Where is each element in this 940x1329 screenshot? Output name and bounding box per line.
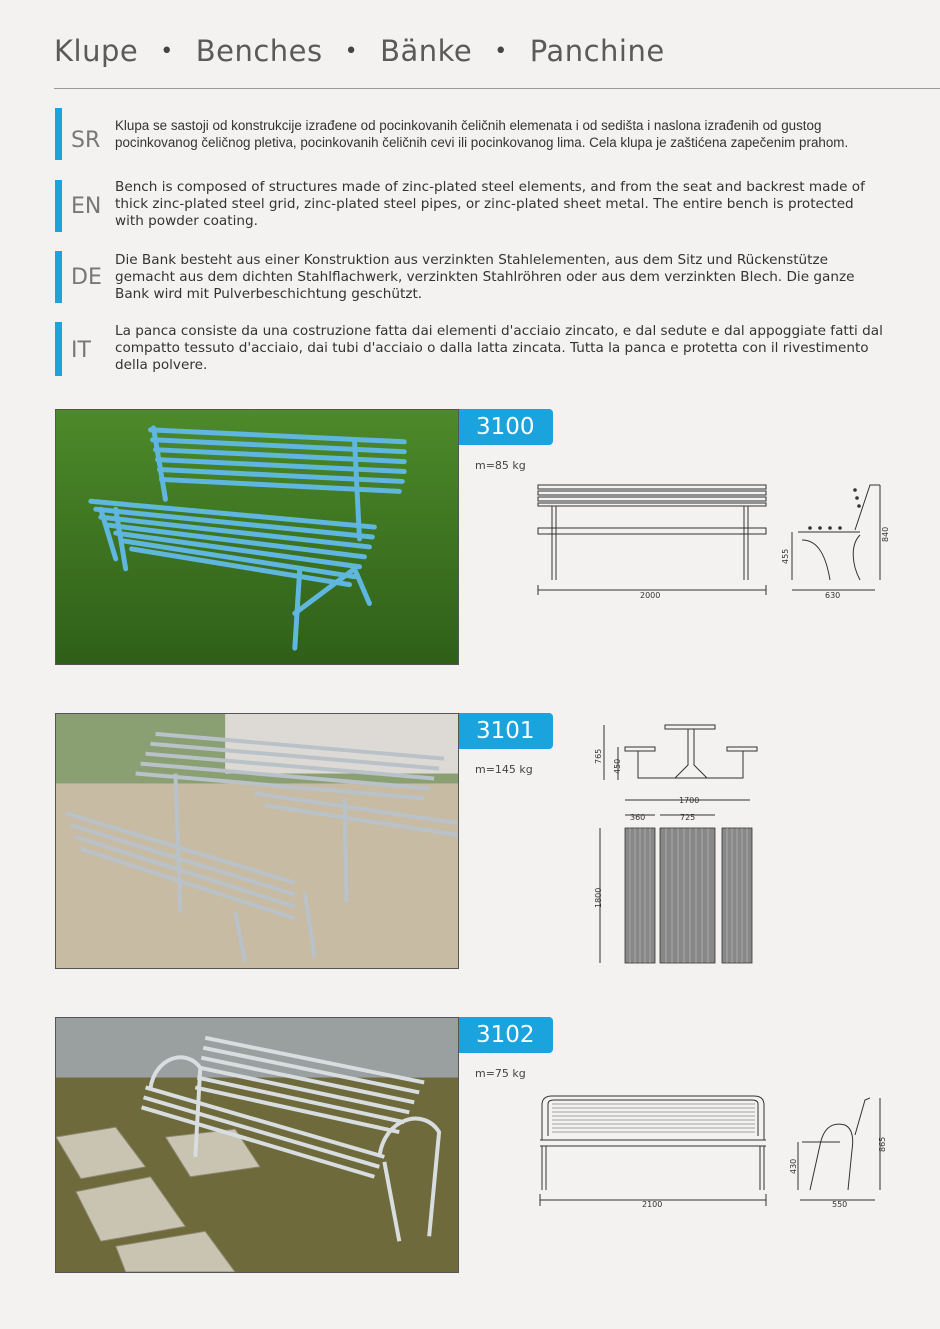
dimension-height: 865 [878,1136,887,1152]
dimension-width: 1700 [679,796,700,805]
product-photo-3102 [55,1017,459,1273]
accent-bar [55,322,62,376]
title-german: Bänke [380,34,473,68]
dimension-length: 2100 [642,1200,663,1209]
language-code: SR [71,128,101,153]
technical-drawing-3102 [530,1090,890,1210]
title-separator: • [494,39,508,64]
technical-drawing-3101 [590,720,770,970]
product-code-badge: 3102 [459,1017,553,1053]
title-divider [54,88,940,89]
dimension-height: 840 [881,526,890,542]
product-mass: m=75 kg [475,1067,526,1080]
dimension-seat-height: 450 [613,758,622,774]
dimension-length: 2000 [640,591,661,600]
title-italian: Panchine [529,34,665,68]
language-description: La panca consiste da una costruzione fatta dai elementi d'acciaio zincato, e dal sedute e dal appoggiate fatti dal compatto tessuto d'acciaio, dai tubi d'acciaio o dalla latta zincata. Tutta la panca e protetta con il rivestimento della polvere. [115,323,883,373]
language-block-de [55,251,885,303]
product-photo-3100 [55,409,459,665]
language-description: Bench is composed of structures made of zinc-plated steel elements, and from the seat and backrest made of thick zinc-plated steel grid, zinc-plated steel pipes, or zinc-plated sheet metal. The entire bench is protected with powder coating. [115,180,865,229]
dimension-table-height: 765 [594,748,603,764]
accent-bar [55,108,62,160]
dimension-bench-width: 360 [630,813,646,822]
dimension-seat-height: 430 [789,1158,798,1174]
language-code: DE [71,265,102,290]
product-code-badge: 3101 [459,713,553,749]
product-photo-3101 [55,713,459,969]
dimension-depth: 630 [825,591,841,600]
technical-drawing-3100 [530,480,890,605]
dimension-depth: 550 [832,1200,848,1209]
dimension-length: 1800 [594,887,603,908]
title-separator: • [344,39,359,64]
language-block-it [55,322,885,376]
language-block-en [55,180,885,232]
page-title [54,34,665,68]
product-mass: m=145 kg [475,763,533,776]
dimension-table-width: 725 [680,813,696,822]
product-code-badge: 3100 [459,409,553,445]
title-serbian: Klupe [54,34,139,68]
accent-bar [55,180,62,232]
language-description: Klupa se sastoji od konstrukcije izrađene od pocinkovanih čeličnih elemenata i od sedišta i naslona izrađenih od gustog pocinkovanog čeličnog pletiva, pocinkovanih čeličnih cevi ili pocinkovanog lima. Cela klupa je zaštićena zapečenim prahom. [115,118,849,150]
accent-bar [55,251,62,303]
title-english: Benches [195,34,323,68]
language-block-sr [55,108,885,160]
dimension-seat-height: 455 [781,548,790,564]
language-description: Die Bank besteht aus einer Konstruktion aus verzinkten Stahlelementen, aus dem Sitz und Rückenstütze gemacht aus dem dichten Stahlflachwerk, verzinkten Stahlröhren oder aus dem verzinkten Blech. Die ganze Bank wird mit Pulverbeschichtung geschützt. [115,252,855,302]
language-code: EN [71,194,102,219]
title-separator: • [160,39,174,64]
product-mass: m=85 kg [475,459,526,472]
language-code: IT [71,338,91,363]
